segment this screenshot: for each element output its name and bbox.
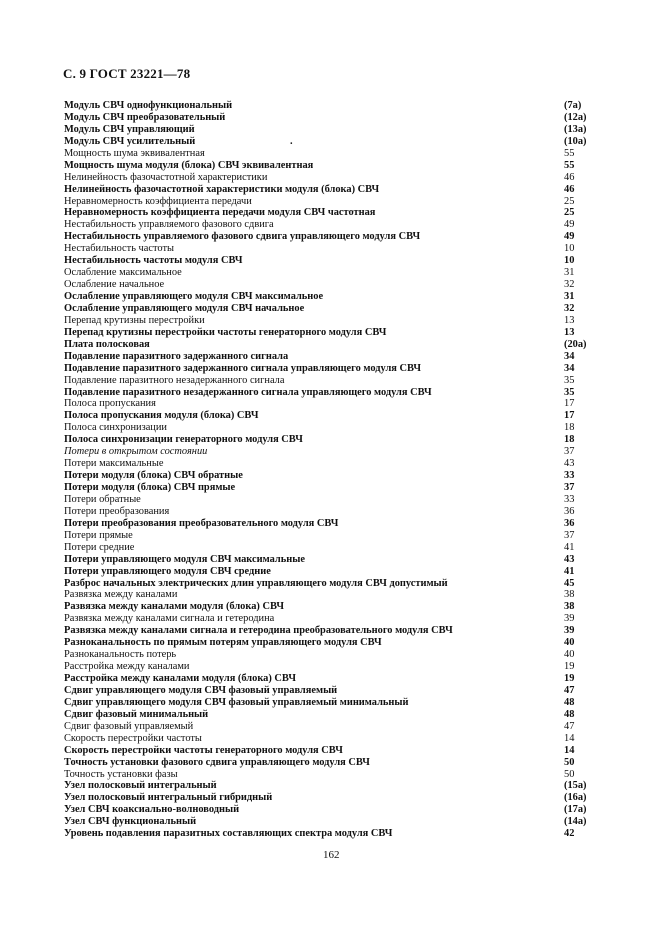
index-term: Разноканальность потерь	[64, 649, 177, 661]
index-reference: 36	[564, 505, 575, 517]
index-reference: 13	[564, 326, 575, 338]
index-reference: 14	[564, 744, 575, 756]
index-entry	[64, 196, 616, 208]
index-entry	[64, 124, 616, 136]
index-entry	[64, 745, 616, 757]
index-term: Перепад крутизны перестройки	[64, 314, 205, 326]
index-reference: 18	[564, 422, 575, 434]
index-reference: 48	[564, 696, 575, 708]
index-term: Нестабильность частоты модуля СВЧ	[64, 255, 243, 267]
index-reference: (12а)	[564, 111, 587, 123]
index-entry	[64, 757, 616, 769]
index-reference: 33	[564, 470, 575, 482]
index-term: Разброс начальных электрических длин управляющего модуля СВЧ допустимый	[64, 577, 448, 589]
index-term: Ослабление максимальное	[64, 267, 182, 279]
index-reference: 32	[564, 302, 575, 314]
index-entry	[64, 207, 616, 219]
index-term: Полоса синхронизации	[64, 422, 167, 434]
index-reference: 50	[564, 768, 575, 780]
index-entry	[64, 100, 616, 112]
index-entry	[64, 780, 616, 792]
index-entry	[64, 470, 616, 482]
index-entry	[64, 327, 616, 339]
index-entry	[64, 279, 616, 291]
index-reference: 37	[564, 446, 575, 458]
index-reference: (7а)	[564, 100, 582, 111]
index-reference: 39	[564, 613, 575, 625]
index-term: Сдвиг управляющего модуля СВЧ фазовый управляемый минимальный	[64, 696, 409, 708]
index-entry	[64, 578, 616, 590]
index-reference: 55	[564, 147, 575, 159]
index-entry	[64, 554, 616, 566]
index-term: Нестабильность управляемого фазового сдвига	[64, 219, 274, 231]
index-entry	[64, 685, 616, 697]
index-entry	[64, 649, 616, 661]
index-entry	[64, 291, 616, 303]
index-term: Узел полосковый интегральный гибридный	[64, 792, 273, 804]
index-entry	[64, 566, 616, 578]
index-entry	[64, 721, 616, 733]
index-reference: (20а)	[564, 338, 587, 350]
index-entry	[64, 709, 616, 721]
index-entry	[64, 816, 616, 828]
index-reference: 48	[564, 708, 575, 720]
index-entry	[64, 458, 616, 470]
index-reference: 47	[564, 720, 575, 732]
index-reference: 37	[564, 482, 575, 493]
index-entry	[64, 733, 616, 745]
index-reference: 50	[564, 756, 575, 768]
index-reference: 33	[564, 493, 575, 505]
index-entry	[64, 792, 616, 804]
index-reference: 38	[564, 601, 575, 613]
index-entry	[64, 363, 616, 375]
index-term: Плата полосковая	[64, 338, 150, 350]
index-term: Расстройка между каналами модуля (блока) СВЧ	[64, 673, 296, 684]
index-term: Модуль СВЧ управляющий	[64, 123, 195, 135]
index-term: Потери модуля (блока) СВЧ прямые	[64, 482, 236, 493]
index-term: Нелинейность фазочастотной характеристики	[64, 171, 268, 183]
index-entry	[64, 303, 616, 315]
index-reference: 31	[564, 291, 575, 302]
index-entry	[64, 172, 616, 184]
index-term: Узел полосковый интегральный	[64, 780, 217, 792]
index-entry	[64, 530, 616, 542]
index-term: Уровень подавления паразитных составляющих спектра модуля СВЧ	[64, 828, 393, 840]
index-reference: 10	[564, 243, 575, 255]
index-term: Подавление паразитного незадержанного сигнала	[64, 374, 285, 386]
index-term: Ослабление начальное	[64, 279, 165, 291]
index-term: Развязка между каналами сигнала и гетеродина преобразовательного модуля СВЧ	[64, 625, 453, 637]
index-entry	[64, 219, 616, 231]
index-term: Точность установки фазы	[64, 768, 178, 780]
index-reference: 18	[564, 434, 575, 446]
index-reference: 19	[564, 661, 575, 673]
index-entry	[64, 243, 616, 255]
index-term: Потери преобразования преобразовательного модуля СВЧ	[64, 517, 339, 529]
index-term: Нестабильность управляемого фазового сдвига управляющего модуля СВЧ	[64, 231, 421, 243]
index-reference: 49	[564, 231, 575, 243]
index-reference: 46	[564, 171, 575, 183]
index-entry	[64, 255, 616, 267]
index-reference: 46	[564, 183, 575, 195]
index-term: Скорость перестройки частоты	[64, 732, 202, 744]
index-term: Мощность шума эквивалентная	[64, 147, 205, 159]
index-term: Неравномерность коэффициента передачи модуля СВЧ частотная	[64, 207, 376, 219]
index-term: Развязка между каналами сигнала и гетеродина	[64, 613, 275, 625]
index-reference: 40	[564, 649, 575, 661]
index-reference: 17	[564, 398, 575, 410]
index-term: Потери средние	[64, 541, 135, 553]
index-entry	[64, 506, 616, 518]
index-term: Точность установки фазового сдвига управляющего модуля СВЧ	[64, 756, 370, 768]
index-reference: (15а)	[564, 780, 587, 792]
index-entry	[64, 351, 616, 363]
page-number: 162	[323, 849, 340, 861]
index-entry	[64, 542, 616, 554]
index-term: Мощность шума модуля (блока) СВЧ эквивалентная	[64, 159, 314, 171]
index-term: Потери обратные	[64, 493, 141, 505]
index-reference: 36	[564, 517, 575, 529]
index-reference: 41	[564, 565, 575, 577]
index-reference: 42	[564, 828, 575, 840]
index-term: Ослабление управляющего модуля СВЧ начальное	[64, 302, 305, 314]
index-reference: 34	[564, 350, 575, 362]
index-reference: (10а)	[564, 135, 587, 147]
index-term: Потери преобразования	[64, 505, 170, 517]
index-reference: 39	[564, 625, 575, 637]
index-entry	[64, 434, 616, 446]
index-entry	[64, 804, 616, 816]
index-entry	[64, 315, 616, 327]
index-entry	[64, 589, 616, 601]
index-entry	[64, 410, 616, 422]
index-entry	[64, 148, 616, 160]
index-entry	[64, 828, 616, 840]
index-term: Потери управляющего модуля СВЧ максимальные	[64, 553, 305, 565]
term-index	[64, 100, 616, 840]
index-term: Полоса пропускания	[64, 398, 156, 410]
index-term: Потери управляющего модуля СВЧ средние	[64, 565, 271, 577]
index-reference: (14а)	[564, 816, 587, 828]
index-entry	[64, 422, 616, 434]
index-reference: 40	[564, 637, 575, 649]
index-term: Развязка между каналами модуля (блока) СВЧ	[64, 601, 284, 613]
index-entry	[64, 518, 616, 530]
index-term: Расстройка между каналами	[64, 661, 190, 673]
index-term: Узел СВЧ коаксиально-волноводный	[64, 804, 240, 816]
index-term: Полоса пропускания модуля (блока) СВЧ	[64, 410, 259, 422]
index-term: Подавление паразитного задержанного сигнала	[64, 350, 289, 362]
index-term: Нестабильность частоты	[64, 243, 174, 255]
index-entry	[64, 601, 616, 613]
index-term: Потери модуля (блока) СВЧ обратные	[64, 470, 243, 482]
index-reference: 35	[564, 386, 575, 398]
index-reference: 35	[564, 374, 575, 386]
index-reference: 43	[564, 458, 575, 470]
index-term: Неравномерность коэффициента передачи	[64, 195, 252, 207]
index-reference: 43	[564, 553, 575, 565]
index-term: Перепад крутизны перестройки частоты генераторного модуля СВЧ	[64, 326, 387, 338]
index-reference: 32	[564, 279, 575, 291]
index-entry	[64, 613, 616, 625]
index-entry	[64, 625, 616, 637]
index-reference: 37	[564, 529, 575, 541]
index-reference: 45	[564, 577, 575, 589]
index-reference: (13а)	[564, 123, 587, 135]
index-reference: (17а)	[564, 804, 587, 816]
index-entry	[64, 661, 616, 673]
index-entry	[64, 446, 616, 458]
index-reference: 55	[564, 159, 575, 171]
index-entry	[64, 231, 616, 243]
index-term: Ослабление управляющего модуля СВЧ максимальное	[64, 291, 324, 302]
index-reference: 10	[564, 255, 575, 267]
index-term: Потери прямые	[64, 529, 133, 541]
index-entry	[64, 673, 616, 685]
page-header: С. 9 ГОСТ 23221—78	[63, 66, 191, 81]
index-term: Потери в открытом состоянии	[64, 446, 208, 458]
index-reference: 14	[564, 732, 575, 744]
index-reference: 38	[564, 589, 575, 601]
index-entry	[64, 697, 616, 709]
index-term: Сдвиг управляющего модуля СВЧ фазовый управляемый	[64, 684, 338, 696]
index-reference: 25	[564, 207, 575, 219]
index-term: Модуль СВЧ преобразовательный	[64, 111, 226, 123]
index-entry	[64, 482, 616, 494]
index-reference: 13	[564, 314, 575, 326]
index-entry	[64, 494, 616, 506]
index-term: Нелинейность фазочастотной характеристики модуля (блока) СВЧ	[64, 183, 380, 195]
index-reference: 47	[564, 684, 575, 696]
index-term: Разноканальность по прямым потерям управляющего модуля СВЧ	[64, 637, 382, 649]
index-entry	[64, 375, 616, 387]
index-entry	[64, 387, 616, 399]
index-entry	[64, 136, 616, 148]
index-reference: 25	[564, 195, 575, 207]
index-term: Подавление паразитного незадержанного сигнала управляющего модуля СВЧ	[64, 386, 432, 398]
index-term: Сдвиг фазовый минимальный	[64, 708, 209, 720]
index-term: Модуль СВЧ однофункциональный	[64, 100, 233, 111]
index-reference: 49	[564, 219, 575, 231]
index-entry	[64, 112, 616, 124]
index-term: Развязка между каналами	[64, 589, 178, 601]
index-entry	[64, 160, 616, 172]
index-entry	[64, 769, 616, 781]
index-entry	[64, 267, 616, 279]
index-term: Скорость перестройки частоты генераторного модуля СВЧ	[64, 744, 343, 756]
index-term: Сдвиг фазовый управляемый	[64, 720, 194, 732]
index-term: Полоса синхронизации генераторного модуля СВЧ	[64, 434, 303, 446]
index-reference: 41	[564, 541, 575, 553]
index-reference: 34	[564, 362, 575, 374]
stray-mark: .	[290, 135, 293, 147]
index-entry	[64, 339, 616, 351]
index-entry	[64, 398, 616, 410]
index-reference: 19	[564, 673, 575, 684]
index-term: Подавление паразитного задержанного сигнала управляющего модуля СВЧ	[64, 362, 422, 374]
index-reference: (16а)	[564, 792, 587, 804]
index-entry	[64, 637, 616, 649]
index-entry	[64, 184, 616, 196]
index-reference: 17	[564, 410, 575, 422]
index-reference: 31	[564, 267, 575, 279]
index-term: Модуль СВЧ усилительный	[64, 135, 196, 147]
index-term: Потери максимальные	[64, 458, 164, 470]
index-term: Узел СВЧ функциональный	[64, 816, 197, 828]
